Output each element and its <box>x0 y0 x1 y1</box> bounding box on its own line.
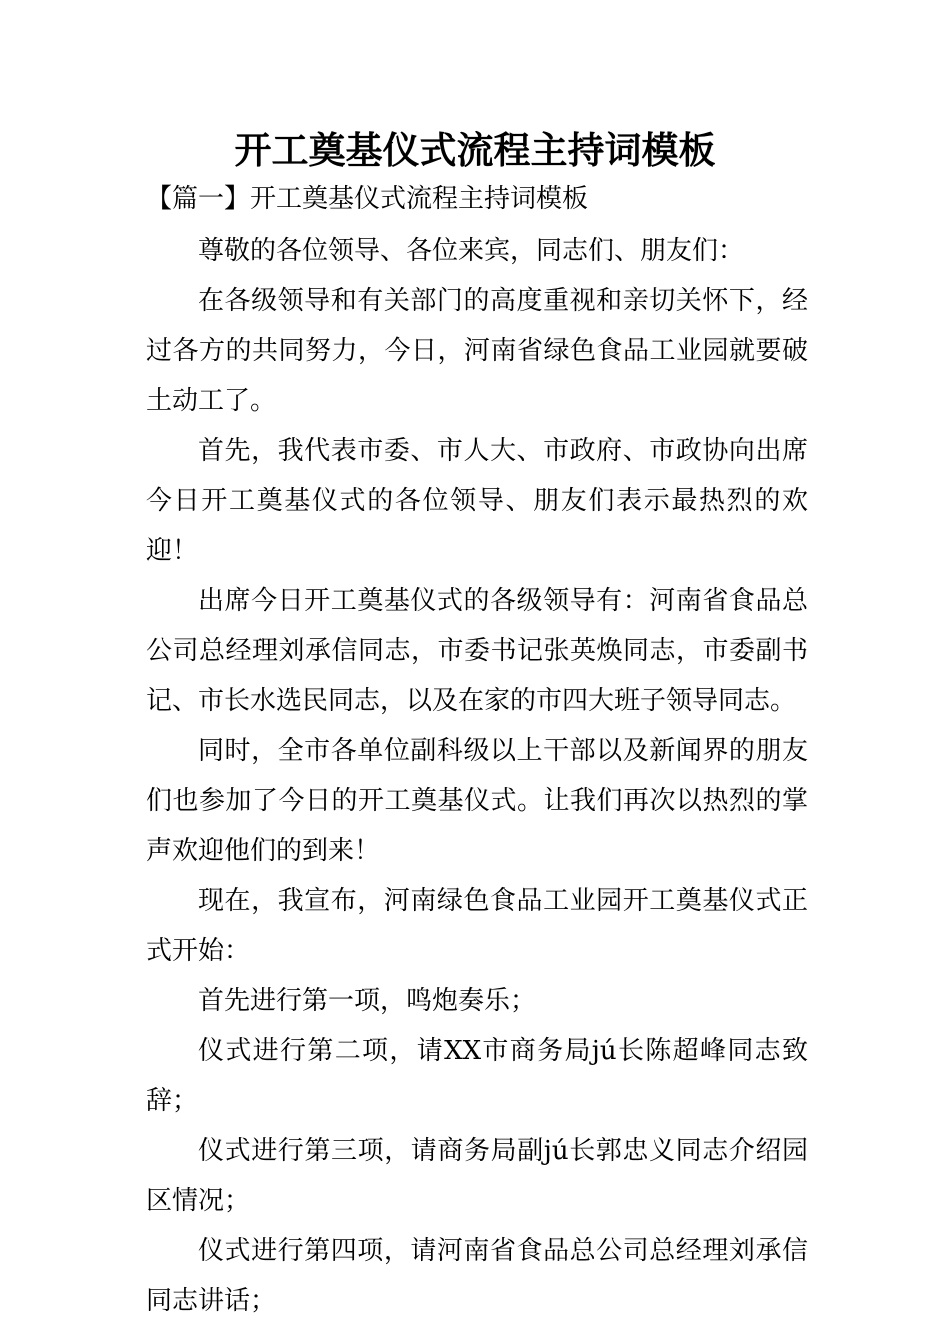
paragraph-attendees: 出席今日开工奠基仪式的各级领导有：河南省食品总公司总经理刘承信同志，市委书记张英焕同志，市委副书记、市长水选民同志，以及在家的市四大班子领导同志。 <box>146 586 808 716</box>
document-body <box>146 226 808 1326</box>
paragraph-greeting: 尊敬的各位领导、各位来宾，同志们、朋友们： <box>198 236 745 266</box>
paragraph-item-3: 仪式进行第三项，请商务局副jú长郭忠义同志介绍园区情况； <box>146 1136 808 1216</box>
paragraph-participants: 同时，全市各单位副科级以上干部以及新闻界的朋友们也参加了今日的开工奠基仪式。让我们再次以热烈的掌声欢迎他们的到来！ <box>146 736 808 866</box>
document-title: 开工奠基仪式流程主持词模板 <box>234 128 716 172</box>
paragraph-item-1: 首先进行第一项，鸣炮奏乐； <box>198 986 537 1016</box>
paragraph-welcome: 首先，我代表市委、市人大、市政府、市政协向出席今日开工奠基仪式的各位领导、朋友们表示最热烈的欢迎！ <box>146 436 808 566</box>
section-heading: 【篇一】开工奠基仪式流程主持词模板 <box>146 184 589 214</box>
paragraph-item-2: 仪式进行第二项，请XX市商务局jú长陈超峰同志致辞； <box>146 1036 808 1116</box>
paragraph-announcement: 现在，我宣布，河南绿色食品工业园开工奠基仪式正式开始： <box>146 886 808 966</box>
paragraph-item-4: 仪式进行第四项，请河南省食品总公司总经理刘承信同志讲话； <box>146 1236 808 1316</box>
paragraph-intro: 在各级领导和有关部门的高度重视和亲切关怀下，经过各方的共同努力，今日，河南省绿色食品工业园就要破土动工了。 <box>146 286 808 416</box>
